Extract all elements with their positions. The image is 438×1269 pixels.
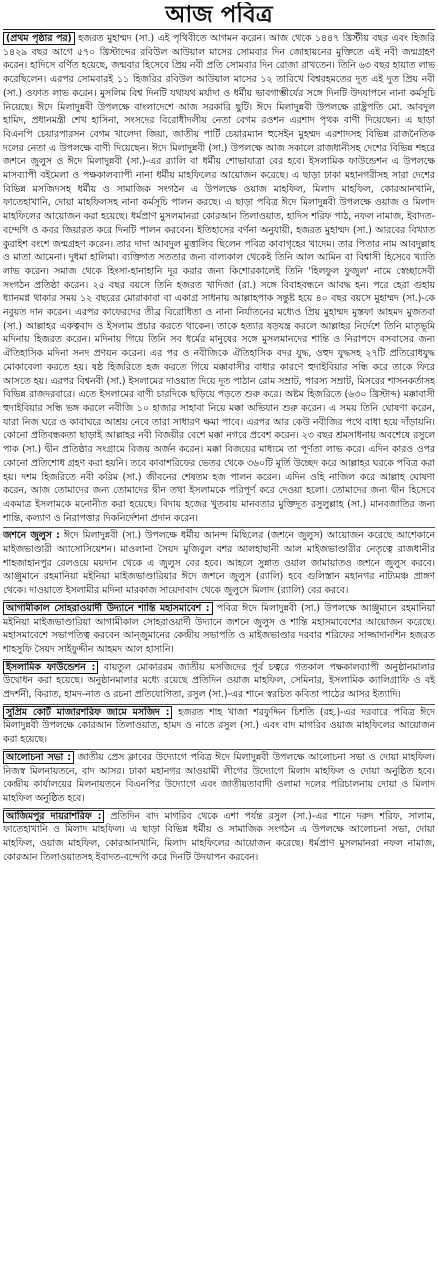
section-azimpur-dayrasharif-text: প্রতিদিন বাদ মাগরিব থেকে এশা পর্যন্ত রসুল (সা.)-এর শানে দরুদ শরিফ, সালাম, ফাতেহাখানি ও মিলাদ মাহফিল। এ ছাড়া বিভিন্ন ধর্মীয় ও সামাজিক সংগঠন এ উপলক্ষে আলোচনা সভা, দোয়া মাহফিল, ওয়াজ মাহফিল, কোরআনখানি, মিলাদ মাহফিলের আয়োজন করেছে। ধর্মপ্রাণ মুসলমানরা নফল নামাজ, কোরআন তিলাওয়াতসহ ইবাদত-বন্দেগি করে দিনটি উদযাপন করবেন। — [3, 810, 435, 863]
section-jashne-julus-text: ঈদে মিলাদুন্নবী (সা.) উপলক্ষে ধর্মীয় আনন্দ মিছিলের (জশনে জুলুস) আয়োজন করেছে আশেকানে মাইজভাণ্ডারী অ্যাসোসিয়েশন। মাওলানা সৈয়দ মুজিবুল বশর আলহাছানী আল মাইজভাণ্ডারীর নেতৃত্বে রাজধানীর শাহজাহানপুর রেলওয়ে ময়দান থেকে এ জুলুস বের হবে। আহলে সুন্নাত ওয়াল জামায়াতও জশনে জুলুস করবে। আঞ্জুমানে রহমানিয়া মইনিয়া মাইজভাণ্ডারিয়ার ঈদে জশনে জুলুস (র‌্যালি) হবে গুলিস্তান মহানগর নাট্যমঞ্চ প্রাঙ্গণ থেকে। দাওয়াতে ইসলামীর মদিনা মারকাজ সায়েদাবাদ থেকে জুলুসে মিলাদ (র‌্যালি) বের করবে। — [3, 530, 435, 597]
section-shanti-mohasamabesh — [3, 601, 435, 657]
section-alochona-sova-heading: আলোচনা সভা : — [3, 751, 74, 764]
continued-from-label: (প্রথম পৃষ্ঠার পর) — [3, 32, 75, 45]
section-main-text: হজরত মুহাম্মদ (সা.) এই পৃথিবীতে আগমন করেন। আজ থেকে ১৪৪৭ খ্রিস্টীয় বছর এবং হিজরি ১৪২৯ বছর আগে ৫৭০ খ্রিস্টাব্দের রবিউল আউয়াল মাসের সোমবার দিন জোহায়নের মুক্তিতে এই নবী জন্মগ্রহণ করেন। হাদিসে বর্ণিত হয়েছে, জন্মবার হিসেবে প্রিয় নবী প্রতি সোমবার দিন রোজা রাখতেন। তিনি ৬৩ বছর হায়াত লাভ করেছিলেন। এরপর সোমবারই ১১ হিজরির রবিউল আউয়াল মাসের ১২ তারিখে বিশ্বরহমতের দূত এই দুত প্রিয় নবী (সা.) ওফাত লাভ করেন। মুসলিম বিশ্ব দিনটি যথাযথ মর্যাদা ও ধর্মীয় ভাবগাম্ভীর্যের সঙ্গে দিনটি উদযাপনে নানা কর্মসূচি নিয়েছে। ঈদে মিলাদুন্নবী উপলক্ষে বাংলাদেশে আজ সরকারি ছুটি। ঈদে মিলাদুন্নবী উপলক্ষে রাষ্ট্রপতি মো. আবদুল হামিদ, প্রধানমন্ত্রী শেখ হাসিনা, সংসদের বিরোধীদলীয় নেতা বেগম রওশন এরশাদ পৃথক বাণী দিয়েছেন। এ ছাড়া বিএনপি চেয়ারপারসন বেগম খালেদা জিয়া, জাতীয় পার্টি চেয়ারম্যান হুসেইন মুহম্মদ এরশাদসহ বিভিন্ন রাজনৈতিক দলের নেতা এ উপলক্ষে বাণী দিয়েছেন। ঈদে মিলাদুন্নবী (সা.) উপলক্ষে আজ সকালে রাজধানীসহ দেশের বিভিন্ন শহরে জশনে জুলুস ও ঈদে মিলাদুন্নবী (সা.)-এর র‌্যালি বা ধর্মীয় শোভাযাত্রা বের হবে। ইসলামিক ফাউন্ডেশন এ উপলক্ষে মাসব্যাপী বইমেলা ও পক্ষকালব্যাপী নানা ধর্মীয় মাহফিলের আয়োজন করেছে। এ ছাড়া ঢাকা মহানগরীসহ সারা দেশের বিভিন্ন মসজিদসহ ধর্মীয় ও সামাজিক সংগঠন এ উপলক্ষে ওয়াজ মাহফিল, মিলাদ মাহফিল, কোরআনখানি, ফাতেহাখানি, দোয়া মাহফিলসহ নানা কর্মসূচি পালন করছে। এ ছাড়া পবিত্র ঈদে মিলাদুন্নবী উপলক্ষে ওয়াজ ও মিলাদ মাহফিলের আয়োজন করা হয়েছে। ধর্মপ্রাণ মুসলমানরা কোরআন তিলাওয়াত, হাদিস শরিফ পাঠ, নফল নামাজ, ইবাদত-বন্দেগি ও কবর জিয়ারত করে দিনটি পালন করবেন। ইতিহাসের বর্ণনা অনুযায়ী, হজরত মুহাম্মদ (সা.) আরবের বিখ্যাত কুরাইশ বংশে জন্মগ্রহণ করেন। তার দাদা আবদুল মুত্তালিব ছিলেন পবিত্র কাবাগৃহের খাদেম। তার পিতার নাম আবদুল্লাহ ও মাতা আমেনা। দুধমা হালিমা। ব্যক্তিগত সততার জন্য বাল্যকাল থেকেই তিনি আল আমিন বা বিশ্বাসী হিসেবে খ্যাতি লাভ করেন। সমাজ থেকে হিংসা-হানাহানি দূর করার জন্য কিশোরকালেই তিনি 'হিলফুল ফুজুল' নামে স্বেচ্ছাসেবী সংগঠন প্রতিষ্ঠা করেন। ২৫ বছর বয়সে তিনি হজরত খাদিজা (রা.) সঙ্গে বিবাহবন্ধনে আবদ্ধ হন। পরে হেরা গুহায় ধ্যানমগ্ন থাকার সময় ১২ বছরের মোরাকাবা বা একাগ্র সাধনায় আল্লাহপাক সন্তুষ্ট হয়ে ৪০ বছর বয়সে মুহাম্মদ (সা.)-কে নবুয়ত দান করেন। এরপর কাফেরদের তীব্র বিরোধিতা ও নানা নির্যাতনের মধ্যেও প্রিয় মুহাম্মদ মুস্তফা আহমদ মুজতবা (সা.) আল্লাহর একত্ববাদ ও ইসলাম প্রচার করতে থাকেন। তাকে হত্যার ষড়যন্ত্র করলে আল্লাহর নির্দেশে তিনি মাতৃভূমি মদিনায় হিজরত করেন। মদিনায় গিয়ে তিনি সব ধর্মের মানুষের সঙ্গে মুসলমানদের শান্তি ও নিরাপদে বসবাসের জন্য ঐতিহাসিক মদিনা সনদ প্রণয়ন করেন। এর পর ও নবীজিকে ঐতিহাসিক বদর যুদ্ধ, ওহুদ যুদ্ধসহ ২৭টি প্রতিরোধযুদ্ধ মোকাবেলা করতে হয়। ষষ্ঠ হিজরিতে হজ করতে গিয়ে মক্কাবাসীর বাধার কারণে হুদাইবিয়ার সন্ধি করে তাকে ফিরে আসতে হয়। এরপর বিশ্বনবী (সা.) ইসলামের দাওয়াত দিয়ে দূত পাঠান রোম সম্রাট, পারস্য সম্রাট, মিসরের শাসনকর্তাসহ বিভিন্ন রাজদরবারে। এতে ইসলামের বাণী চারদিকে ছড়িয়ে পড়তে শুরু করে। অষ্টম হিজরিতে (৬৩০ খ্রিস্টাব্দ) মক্কাবাসী হুদাইবিয়ার সন্ধি ভঙ্গ করলে নবীজি ১০ হাজার সাহাবা নিয়ে মক্কা অভিযান শুরু করেন। এ সময় তিনি ঘোষণা করেন, যারা নিজ ঘরে ও কাবাঘরে আশ্রয় নেবে তারা সাধারণ ক্ষমা পাবে। এরপর আর কেউ নবীজির পথে বাধা হয়ে দাঁড়ায়নি। কোনো প্রতিবন্ধকতা ছাড়াই আল্লাহর নবী বিজয়ীর বেশে মক্কা নগরে প্রবেশ করেন। ২৩ বছর শ্রমসাধনায় অবশেষে রসুলে পাক (সা.) দ্বীন প্রতিষ্ঠার সংগ্রামে বিজয় অর্জন করেন। মক্কা বিজয়ের মাধ্যমে তা পূর্ণতা লাভ করে। এদিন কারও ওপর কোনো প্রতিশোধ গ্রহণ করা হয়নি। তবে কাবাশরিফের ভেতর থেকে ৩৬০টি মূর্তি উচ্ছেদ করে আল্লাহর ঘরকে পবিত্র করা হয়। দশম হিজরিতে নবী করিম (সা.) জীবনের শেষতম হজ পালন করেন। এদিন ওহি নাজিল করে আল্লাহ ঘোষণা করেন, আজ তোমাদের জন্য তোমাদের দ্বীন তথা ইসলামকে পরিপূর্ণ করে দেওয়া হলো। তোমাদের জন্য দ্বীন হিসেবে একমাত্র ইসলামকে মনোনীত করা হয়েছে। বিদায় হজের খুতবায় মানবতার মুক্তিদূত রসুলুল্লাহ (সা.) মানবজাতির জন্য শান্তি, কল্যাণ ও নিরাপত্তার দিকনির্দেশনা প্রদান করেন। — [3, 33, 435, 524]
section-shanti-mohasamabesh-text: পবিত্র ঈদে মিলাদুন্নবী (সা.) উপলক্ষে আঞ্জুমানে রহমানিয়া মইনিয়া মাইজভাণ্ডারিয়া আগামীকাল সোহরাওয়ার্দী উদ্যানে জশনে জুলুস ও শান্তি মহাসমাবেশের আয়োজন করেছে। মহাসমাবেশে সভাপতিত্ব করবেন আন্জুমানের কেন্দ্রীয় সভাপতি ও মাইজভাণ্ডার দরবার শরিফের সাজ্জাদানশিন হজরত শাহসুফি সৈয়দ সাইফুদ্দীন আহমদ আল হাসানি। — [3, 602, 435, 655]
article-headline: আজ পবিত্র — [3, 2, 435, 30]
section-supreme-court-mosque-text: হজরত শাহ খাজা শরফুদ্দিন চিশতি (রহ.)-এর দরবারে পবিত্র ঈদে মিলাদুন্নবী উপলক্ষে কোরআন তিলাওয়াত, হামদ ও নাতে রসুল (সা.) এবং বাদ মাগরিব ওয়াজ মাহফিলের আয়োজন করা হয়েছে। — [3, 706, 435, 746]
section-supreme-court-mosque — [3, 705, 435, 747]
section-islamic-foundation — [3, 660, 435, 702]
section-jashne-julus — [3, 528, 435, 598]
section-azimpur-dayrasharif-heading: আজিমপুর দায়রাশরিফ : — [3, 810, 104, 823]
section-islamic-foundation-heading: ইসলামিক ফাউন্ডেশন : — [3, 661, 98, 674]
section-alochona-sova-text: জাতীয় প্রেস ক্লাবের উদ্যোগে পবিত্র ঈদে মিলাদুন্নবী উপলক্ষে আলোচনা সভা ও দোয়া মাহফিল। নিজস্ব মিলনায়তনে, বাদ আসর। ঢাকা মহানগর আওয়ামী লীগের উদ্যোগে মিলাদ মাহফিল ও দোয়া অনুষ্ঠিত হবে। কেন্দ্রীয় কার্যালয়ের মিলনায়তনে বিএনপির উদ্যোগে এবং জাতীয়তাবাদী ওলামা দলের পরিচালনায় দোয়া ও মিলাদ মাহফিল অনুষ্ঠিত হবে। — [3, 751, 435, 804]
section-main — [3, 31, 435, 525]
section-alochona-sova — [3, 750, 435, 806]
section-shanti-mohasamabesh-heading: আগামীকাল সোহরাওয়ার্দী উদ্যানে শান্তি মহাসমাবেশ : — [3, 602, 213, 615]
article-page — [3, 2, 435, 1267]
section-azimpur-dayrasharif — [3, 809, 435, 865]
section-supreme-court-mosque-heading: সুপ্রিম কোর্ট মাজারশরিফ জামে মসজিদ : — [3, 706, 172, 719]
section-jashne-julus-heading: জশনে জুলুস : — [3, 530, 60, 542]
section-islamic-foundation-text: বায়তুল মোকাররম জাতীয় মসজিদের পূর্ব চত্বরে গতকাল পক্ষকালব্যাপী অনুষ্ঠানমালার উদ্বোধন করা হয়েছে। অনুষ্ঠানমালার মধ্যে রয়েছে প্রতিদিন ওয়াজ মাহফিল, সেমিনার, ইসলামিক ক্যালিগ্রাফি ও বই প্রদর্শনী, কিরাত, হামদ-নাত ও রচনা প্রতিযোগিতা, রসুল (সা.)-এর শানে স্বরচিত কবিতা পাঠের আসর ইত্যাদি। — [3, 661, 435, 701]
